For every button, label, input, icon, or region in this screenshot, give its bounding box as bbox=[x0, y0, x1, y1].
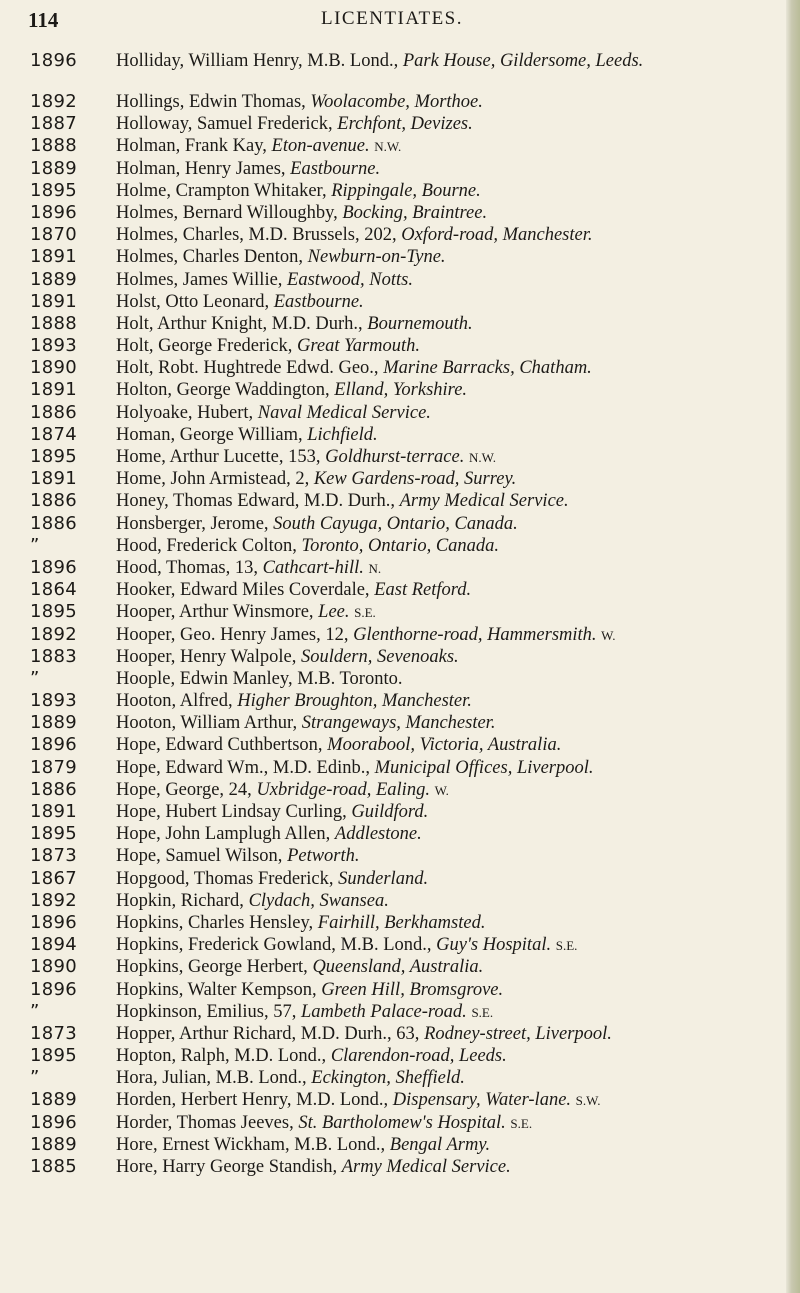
entry-text bbox=[116, 291, 780, 313]
entry-year: ” bbox=[30, 534, 40, 556]
entry-address: Army Medical Service. bbox=[399, 491, 569, 512]
entry-address: Eastwood, Notts. bbox=[287, 269, 413, 290]
entry-address: Moorabool, Victoria, Australia. bbox=[327, 735, 562, 756]
entry-text bbox=[116, 1134, 780, 1156]
entry-name: Hooper, Geo. Henry James, 12, bbox=[116, 624, 349, 645]
entry-year: 1891 bbox=[30, 468, 78, 490]
list-item bbox=[30, 513, 780, 535]
entry-text bbox=[116, 1001, 780, 1023]
list-item bbox=[30, 202, 780, 224]
entry-address: Guy's Hospital. bbox=[436, 935, 552, 956]
entry-address: Marine Barracks, Chatham. bbox=[383, 358, 592, 379]
list-item bbox=[30, 557, 780, 579]
list-item bbox=[30, 912, 780, 934]
entry-year: ” bbox=[30, 1067, 40, 1089]
entry-text bbox=[116, 956, 780, 978]
list-item bbox=[30, 868, 780, 890]
licentiates-list bbox=[30, 51, 780, 1178]
entry-name: Holme, Crampton Whitaker, bbox=[116, 180, 327, 201]
list-item bbox=[30, 779, 780, 801]
entry-name: Holt, Robt. Hughtrede Edwd. Geo., bbox=[116, 358, 379, 379]
list-item bbox=[30, 490, 780, 512]
list-item bbox=[30, 956, 780, 978]
list-item bbox=[30, 934, 780, 956]
entry-name: Holyoake, Hubert, bbox=[116, 402, 254, 423]
entry-text bbox=[116, 890, 780, 912]
entry-text bbox=[116, 269, 780, 291]
list-item bbox=[30, 379, 780, 401]
entry-text bbox=[116, 246, 780, 268]
list-item bbox=[30, 579, 780, 601]
entry-year: ” bbox=[30, 1000, 40, 1022]
entry-text bbox=[116, 668, 780, 690]
entry-year: 1889 bbox=[30, 712, 78, 734]
entry-text bbox=[116, 1045, 780, 1067]
list-item bbox=[30, 335, 780, 357]
entry-text bbox=[116, 823, 780, 845]
entry-name: Hora, Julian, M.B. Lond., bbox=[116, 1068, 307, 1089]
entry-year: 1896 bbox=[30, 556, 78, 578]
entry-name: Home, Arthur Lucette, 153, bbox=[116, 447, 321, 467]
entry-address: Higher Broughton, Manchester. bbox=[237, 691, 472, 712]
list-item bbox=[30, 224, 780, 246]
entry-address: Green Hill, Bromsgrove. bbox=[321, 979, 504, 1000]
entry-name: Holliday, William Henry, M.B. Lond., bbox=[116, 51, 399, 71]
entry-address: Bengal Army. bbox=[389, 1134, 491, 1155]
entry-address: Rippingale, Bourne. bbox=[331, 180, 481, 201]
entry-text bbox=[116, 624, 780, 646]
entry-district: N. bbox=[368, 560, 382, 576]
entry-address: East Retford. bbox=[374, 580, 472, 601]
entry-name: Hooker, Edward Miles Coverdale, bbox=[116, 580, 370, 601]
entry-year: 1888 bbox=[30, 312, 78, 334]
entry-year: 1893 bbox=[30, 690, 78, 712]
entry-district: W. bbox=[434, 782, 449, 798]
entry-year: 1895 bbox=[30, 179, 78, 201]
entry-year: ” bbox=[30, 667, 40, 689]
entry-name: Hope, Edward Wm., M.D. Edinb., bbox=[116, 757, 370, 778]
entry-text bbox=[116, 135, 780, 157]
entry-name: Holmes, Bernard Willoughby, bbox=[116, 202, 338, 223]
entry-name: Holman, Henry James, bbox=[116, 158, 286, 179]
entry-text bbox=[116, 1156, 780, 1178]
entry-year: 1896 bbox=[30, 978, 78, 1000]
entry-address: Army Medical Service. bbox=[341, 1157, 511, 1177]
entry-address: Erchfont, Devizes. bbox=[337, 114, 473, 135]
entry-address: Lichfield. bbox=[307, 424, 378, 445]
list-item bbox=[30, 246, 780, 268]
entry-text bbox=[116, 424, 780, 446]
entry-address: Goldhurst-terrace. bbox=[325, 447, 465, 467]
entry-year: 1892 bbox=[30, 623, 78, 645]
entry-year: 1891 bbox=[30, 379, 78, 401]
entry-name: Hore, Harry George Standish, bbox=[116, 1157, 338, 1177]
entry-name: Hopkins, George Herbert, bbox=[116, 957, 308, 978]
entry-year: 1890 bbox=[30, 956, 78, 978]
entry-address: Sunderland. bbox=[338, 868, 429, 889]
entry-year: 1893 bbox=[30, 335, 78, 357]
list-item bbox=[30, 801, 780, 823]
entry-text bbox=[116, 91, 780, 113]
entry-text bbox=[116, 51, 780, 91]
entry-address: Woolacombe, Morthoe. bbox=[310, 92, 483, 112]
entry-year: 1891 bbox=[30, 801, 78, 822]
entry-year: 1895 bbox=[30, 446, 78, 467]
entry-address: Eckington, Sheffield. bbox=[311, 1068, 465, 1089]
list-item bbox=[30, 1112, 780, 1134]
entry-year: 1892 bbox=[30, 889, 78, 911]
entry-text bbox=[116, 1089, 780, 1111]
entry-address: Lambeth Palace-road. bbox=[301, 1001, 467, 1022]
entry-district: S.W. bbox=[575, 1093, 601, 1109]
entry-address: Kew Gardens-road, Surrey. bbox=[313, 469, 517, 490]
page-header bbox=[22, 8, 762, 38]
entry-name: Hopkins, Frederick Gowland, M.B. Lond., bbox=[116, 935, 432, 956]
entry-year: 1870 bbox=[30, 224, 78, 246]
entry-text bbox=[116, 335, 780, 357]
entry-year: 1891 bbox=[30, 290, 78, 312]
list-item bbox=[30, 1045, 780, 1067]
list-item bbox=[30, 158, 780, 180]
entry-name: Hooton, William Arthur, bbox=[116, 713, 298, 734]
entry-address: Municipal Offices, Liverpool. bbox=[374, 757, 594, 778]
entry-year: 1896 bbox=[30, 911, 78, 933]
list-item bbox=[30, 180, 780, 202]
entry-name: Hope, John Lamplugh Allen, bbox=[116, 824, 331, 845]
entry-text bbox=[116, 912, 780, 934]
entry-name: Hooper, Henry Walpole, bbox=[116, 646, 297, 667]
entry-text bbox=[116, 1067, 780, 1089]
entry-address: South Cayuga, Ontario, Canada. bbox=[273, 513, 518, 534]
list-item bbox=[30, 1067, 780, 1089]
entry-year: 1888 bbox=[30, 135, 78, 157]
entry-text bbox=[116, 557, 780, 579]
entry-address: Toronto, Ontario, Canada. bbox=[301, 535, 500, 556]
list-item bbox=[30, 313, 780, 335]
entry-address: Glenthorne-road, Hammersmith. bbox=[353, 624, 597, 645]
list-item bbox=[30, 357, 780, 379]
list-item bbox=[30, 624, 780, 646]
entry-name: Honsberger, Jerome, bbox=[116, 513, 269, 534]
entry-year: 1885 bbox=[30, 1156, 78, 1177]
entry-address: Bournemouth. bbox=[367, 313, 473, 334]
entry-address: Bocking, Braintree. bbox=[342, 202, 488, 223]
entry-district: N.W. bbox=[374, 139, 402, 155]
entry-year: 1895 bbox=[30, 1045, 78, 1067]
entry-text bbox=[116, 158, 780, 180]
entry-year: 1891 bbox=[30, 246, 78, 268]
entry-name: Holton, George Waddington, bbox=[116, 380, 330, 401]
entry-year: 1896 bbox=[30, 201, 78, 223]
entry-text bbox=[116, 979, 780, 1001]
entry-name: Holmes, Charles, M.D. Brussels, 202, bbox=[116, 225, 397, 246]
entry-name: Homan, George William, bbox=[116, 424, 303, 445]
entry-name: Home, John Armistead, 2, bbox=[116, 469, 310, 490]
entry-name: Hopgood, Thomas Frederick, bbox=[116, 868, 334, 889]
entry-name: Hope, Edward Cuthbertson, bbox=[116, 735, 323, 756]
list-item bbox=[30, 979, 780, 1001]
entry-text bbox=[116, 535, 780, 557]
entry-address: Rodney-street, Liverpool. bbox=[424, 1023, 612, 1044]
list-item bbox=[30, 712, 780, 734]
entry-year: 1889 bbox=[30, 268, 78, 290]
entry-text bbox=[116, 180, 780, 202]
entry-year: 1889 bbox=[30, 1089, 78, 1111]
entry-address: Guildford. bbox=[351, 802, 429, 822]
entry-address: Elland, Yorkshire. bbox=[334, 380, 468, 401]
entry-text bbox=[116, 734, 780, 756]
entry-year: 1892 bbox=[30, 91, 78, 112]
list-item bbox=[30, 424, 780, 446]
entry-address: Uxbridge-road, Ealing. bbox=[256, 779, 430, 800]
entry-year: 1873 bbox=[30, 845, 78, 867]
entry-address: Queensland, Australia. bbox=[312, 957, 484, 978]
entry-year: 1895 bbox=[30, 601, 78, 623]
entry-text bbox=[116, 934, 780, 956]
entry-year: 1864 bbox=[30, 579, 78, 601]
entry-text bbox=[116, 1023, 780, 1045]
entry-name: Horden, Herbert Henry, M.D. Lond., bbox=[116, 1090, 389, 1111]
entry-text bbox=[116, 646, 780, 668]
entry-name: Hood, Thomas, 13, bbox=[116, 557, 259, 578]
list-item bbox=[30, 135, 780, 157]
entry-text bbox=[116, 224, 780, 246]
entry-year: 1874 bbox=[30, 423, 78, 445]
list-item bbox=[30, 402, 780, 424]
entry-text bbox=[116, 446, 780, 468]
entry-address: Eastbourne. bbox=[290, 158, 381, 179]
entry-name: Holman, Frank Kay, bbox=[116, 136, 267, 157]
entry-address: Lee. bbox=[318, 602, 350, 623]
entry-address: Naval Medical Service. bbox=[257, 402, 431, 423]
entry-text bbox=[116, 113, 780, 135]
list-item bbox=[30, 1089, 780, 1111]
entry-address: Fairhill, Berkhamsted. bbox=[317, 912, 486, 933]
list-item bbox=[30, 1156, 780, 1178]
running-title: LICENTIATES. bbox=[320, 8, 463, 29]
list-item bbox=[30, 757, 780, 779]
list-item bbox=[30, 113, 780, 135]
list-item bbox=[30, 51, 780, 91]
entry-address: Dispensary, Water-lane. bbox=[392, 1090, 572, 1111]
entry-address: Eastbourne. bbox=[273, 291, 364, 312]
entry-year: 1873 bbox=[30, 1022, 78, 1044]
entry-text bbox=[116, 402, 780, 424]
entry-name: Horder, Thomas Jeeves, bbox=[116, 1112, 294, 1133]
entry-text bbox=[116, 801, 780, 823]
entry-address: Eton-avenue. bbox=[271, 136, 370, 157]
entry-year: 1879 bbox=[30, 756, 78, 778]
entry-name: Hopkinson, Emilius, 57, bbox=[116, 1001, 297, 1022]
entry-text bbox=[116, 202, 780, 224]
entry-district: S.E. bbox=[471, 1004, 494, 1020]
entry-text bbox=[116, 490, 780, 512]
entry-text bbox=[116, 513, 780, 535]
entry-year: 1867 bbox=[30, 867, 78, 889]
entry-address: St. Bartholomew's Hospital. bbox=[298, 1112, 506, 1133]
entry-name: Hope, George, 24, bbox=[116, 779, 252, 800]
entry-district: S.E. bbox=[510, 1115, 533, 1131]
entry-year: 1886 bbox=[30, 490, 78, 512]
entry-address: Petworth. bbox=[287, 846, 360, 867]
entry-name: Hore, Ernest Wickham, M.B. Lond., bbox=[116, 1134, 386, 1155]
entry-district: W. bbox=[601, 627, 616, 643]
entry-text bbox=[116, 468, 780, 490]
entry-text bbox=[116, 779, 780, 801]
entry-name: Hopper, Arthur Richard, M.D. Durh., 63, bbox=[116, 1023, 420, 1044]
entry-address: Addlestone. bbox=[334, 824, 422, 845]
entry-address: Newburn-on-Tyne. bbox=[307, 247, 446, 268]
entry-name: Hollings, Edwin Thomas, bbox=[116, 92, 306, 112]
entry-name: Holt, George Frederick, bbox=[116, 336, 293, 357]
entry-year: 1886 bbox=[30, 512, 78, 534]
list-item bbox=[30, 845, 780, 867]
list-item bbox=[30, 291, 780, 313]
entry-year: 1894 bbox=[30, 934, 78, 956]
entry-text bbox=[116, 845, 780, 867]
entry-text bbox=[116, 690, 780, 712]
list-item bbox=[30, 601, 780, 623]
entry-address: Cathcart-hill. bbox=[262, 557, 364, 578]
entry-year: 1886 bbox=[30, 778, 78, 800]
page-number: 114 bbox=[28, 8, 59, 32]
page-edge bbox=[786, 0, 800, 1293]
list-item bbox=[30, 269, 780, 291]
list-item bbox=[30, 668, 780, 690]
list-item bbox=[30, 823, 780, 845]
entry-year: 1886 bbox=[30, 401, 78, 423]
entry-name: Holst, Otto Leonard, bbox=[116, 291, 270, 312]
entry-name: Holmes, James Willie, bbox=[116, 269, 283, 290]
entry-name: Hopton, Ralph, M.D. Lond., bbox=[116, 1046, 327, 1067]
list-item bbox=[30, 690, 780, 712]
entry-address: Park House, Gildersome, Leeds. bbox=[402, 51, 644, 71]
entry-name: Hooper, Arthur Winsmore, bbox=[116, 602, 314, 623]
entry-year: 1889 bbox=[30, 157, 78, 179]
entry-year: 1889 bbox=[30, 1133, 78, 1155]
entry-district: N.W. bbox=[468, 450, 496, 465]
entry-text bbox=[116, 757, 780, 779]
entry-text bbox=[116, 601, 780, 623]
list-item bbox=[30, 446, 780, 468]
entry-address: Oxford-road, Manchester. bbox=[401, 225, 593, 246]
entry-text bbox=[116, 579, 780, 601]
entry-year: 1890 bbox=[30, 357, 78, 379]
entry-text bbox=[116, 712, 780, 734]
entry-year: 1896 bbox=[30, 50, 78, 71]
entry-address: Clydach, Swansea. bbox=[248, 890, 389, 911]
entry-year: 1896 bbox=[30, 734, 78, 756]
list-item bbox=[30, 1001, 780, 1023]
entry-name: Hood, Frederick Colton, bbox=[116, 535, 297, 556]
entry-year: 1895 bbox=[30, 823, 78, 845]
list-item bbox=[30, 734, 780, 756]
entry-name: Hopkins, Walter Kempson, bbox=[116, 979, 317, 1000]
list-item bbox=[30, 91, 780, 113]
list-item bbox=[30, 1023, 780, 1045]
list-item bbox=[30, 646, 780, 668]
entry-name: Holt, Arthur Knight, M.D. Durh., bbox=[116, 313, 363, 334]
entry-name: Hopkin, Richard, bbox=[116, 890, 244, 911]
entry-text bbox=[116, 357, 780, 379]
entry-name: Honey, Thomas Edward, M.D. Durh., bbox=[116, 491, 395, 512]
entry-text bbox=[116, 1112, 780, 1134]
entry-name: Hooton, Alfred, bbox=[116, 691, 233, 712]
entry-address: Great Yarmouth. bbox=[297, 336, 421, 357]
entry-name: Holmes, Charles Denton, bbox=[116, 247, 304, 268]
entry-name: Hope, Hubert Lindsay Curling, bbox=[116, 802, 347, 822]
entry-text bbox=[116, 313, 780, 335]
entry-name: Hope, Samuel Wilson, bbox=[116, 846, 283, 867]
entry-district: S.E. bbox=[354, 605, 376, 621]
entry-year: 1887 bbox=[30, 113, 78, 135]
entry-address: Souldern, Sevenoaks. bbox=[300, 646, 459, 667]
entry-address: Clarendon-road, Leeds. bbox=[330, 1046, 507, 1067]
list-item bbox=[30, 1134, 780, 1156]
entry-district: S.E. bbox=[555, 938, 578, 954]
entry-year: 1883 bbox=[30, 645, 78, 667]
list-item bbox=[30, 535, 780, 557]
entry-name: Hoople, Edwin Manley, M.B. Toronto. bbox=[116, 668, 403, 689]
entry-text bbox=[116, 379, 780, 401]
list-item bbox=[30, 468, 780, 490]
entry-text bbox=[116, 868, 780, 890]
entry-name: Hopkins, Charles Hensley, bbox=[116, 912, 314, 933]
entry-name: Holloway, Samuel Frederick, bbox=[116, 114, 333, 135]
list-item bbox=[30, 890, 780, 912]
entry-address: Strangeways, Manchester. bbox=[301, 713, 496, 734]
entry-year: 1896 bbox=[30, 1111, 78, 1133]
